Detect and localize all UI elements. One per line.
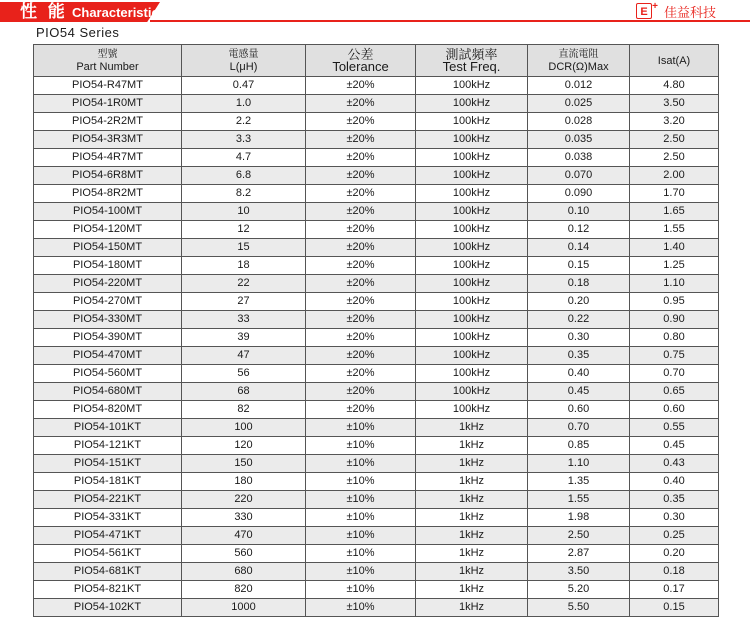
inductance-cell: 15 [182,239,306,257]
dcr-cell: 0.012 [528,77,630,95]
part-number-cell: PIO54-471KT [34,527,182,545]
isat-cell: 1.10 [630,275,719,293]
part-number-cell: PIO54-821KT [34,581,182,599]
inductance-cell: 68 [182,383,306,401]
table-row [34,581,719,599]
tolerance-cell: ±10% [306,437,416,455]
dcr-cell: 0.025 [528,95,630,113]
isat-cell: 0.30 [630,509,719,527]
test-freq-cell: 100kHz [416,167,528,185]
inductance-cell: 8.2 [182,185,306,203]
tolerance-cell: ±20% [306,293,416,311]
part-number-cell: PIO54-680MT [34,383,182,401]
table-row [34,563,719,581]
inductance-cell: 82 [182,401,306,419]
dcr-cell: 2.50 [528,527,630,545]
col-header-dcr: 直流電阻 DCR(Ω)Max [528,45,630,77]
part-number-cell: PIO54-8R2MT [34,185,182,203]
brand-logo-icon: E + [636,3,652,19]
table-row [34,149,719,167]
isat-cell: 0.70 [630,365,719,383]
test-freq-cell: 100kHz [416,239,528,257]
part-number-cell: PIO54-102KT [34,599,182,617]
tolerance-cell: ±20% [306,365,416,383]
isat-cell: 1.25 [630,257,719,275]
table-row [34,311,719,329]
part-number-cell: PIO54-561KT [34,545,182,563]
table-row [34,185,719,203]
tolerance-cell: ±20% [306,203,416,221]
part-number-cell: PIO54-220MT [34,275,182,293]
table-row [34,329,719,347]
tolerance-cell: ±10% [306,599,416,617]
dcr-cell: 0.20 [528,293,630,311]
tolerance-cell: ±20% [306,239,416,257]
test-freq-cell: 100kHz [416,329,528,347]
table-row [34,203,719,221]
test-freq-cell: 100kHz [416,113,528,131]
test-freq-cell: 1kHz [416,509,528,527]
part-number-cell: PIO54-180MT [34,257,182,275]
table-header-row [34,45,719,77]
inductance-cell: 220 [182,491,306,509]
test-freq-cell: 100kHz [416,311,528,329]
isat-cell: 0.18 [630,563,719,581]
table-row [34,437,719,455]
col-header-part-number: 型號 Part Number [34,45,182,77]
part-number-cell: PIO54-3R3MT [34,131,182,149]
isat-cell: 0.20 [630,545,719,563]
test-freq-cell: 100kHz [416,365,528,383]
table-row [34,347,719,365]
part-number-cell: PIO54-560MT [34,365,182,383]
isat-cell: 4.80 [630,77,719,95]
isat-cell: 1.40 [630,239,719,257]
table-row [34,293,719,311]
inductance-cell: 27 [182,293,306,311]
tolerance-cell: ±20% [306,95,416,113]
isat-cell: 0.15 [630,599,719,617]
table-row [34,545,719,563]
test-freq-cell: 1kHz [416,491,528,509]
test-freq-cell: 100kHz [416,347,528,365]
dcr-cell: 0.090 [528,185,630,203]
inductance-cell: 1.0 [182,95,306,113]
spec-table-body [34,77,719,617]
dcr-cell: 0.30 [528,329,630,347]
table-row [34,599,719,617]
part-number-cell: PIO54-390MT [34,329,182,347]
dcr-cell: 0.40 [528,365,630,383]
isat-cell: 0.43 [630,455,719,473]
dcr-cell: 1.10 [528,455,630,473]
test-freq-cell: 1kHz [416,599,528,617]
dcr-cell: 5.50 [528,599,630,617]
table-row [34,95,719,113]
dcr-cell: 0.10 [528,203,630,221]
inductance-cell: 2.2 [182,113,306,131]
test-freq-cell: 100kHz [416,203,528,221]
series-label: PIO54 Series [36,25,120,40]
dcr-cell: 3.50 [528,563,630,581]
part-number-cell: PIO54-221KT [34,491,182,509]
dcr-cell: 1.55 [528,491,630,509]
isat-cell: 0.90 [630,311,719,329]
test-freq-cell: 100kHz [416,77,528,95]
tolerance-cell: ±10% [306,419,416,437]
table-row [34,473,719,491]
dcr-cell: 0.60 [528,401,630,419]
inductance-cell: 560 [182,545,306,563]
test-freq-cell: 100kHz [416,257,528,275]
dcr-cell: 0.15 [528,257,630,275]
table-row [34,77,719,95]
isat-cell: 0.65 [630,383,719,401]
inductance-cell: 18 [182,257,306,275]
inductance-cell: 0.47 [182,77,306,95]
part-number-cell: PIO54-120MT [34,221,182,239]
isat-cell: 0.25 [630,527,719,545]
test-freq-cell: 100kHz [416,401,528,419]
tolerance-cell: ±10% [306,455,416,473]
part-number-cell: PIO54-820MT [34,401,182,419]
isat-cell: 0.55 [630,419,719,437]
tolerance-cell: ±20% [306,275,416,293]
tolerance-cell: ±10% [306,563,416,581]
col-header-inductance: 電感量 L(μH) [182,45,306,77]
table-row [34,257,719,275]
part-number-cell: PIO54-330MT [34,311,182,329]
dcr-cell: 0.035 [528,131,630,149]
dcr-cell: 0.22 [528,311,630,329]
inductance-cell: 100 [182,419,306,437]
col-header-tolerance: 公差 Tolerance [306,45,416,77]
spec-table [33,44,719,617]
test-freq-cell: 100kHz [416,383,528,401]
isat-cell: 2.50 [630,131,719,149]
table-row [34,419,719,437]
inductance-cell: 150 [182,455,306,473]
col-header-isat: Isat(A) [630,45,719,77]
tolerance-cell: ±20% [306,167,416,185]
banner-title-cn: 性 能 [20,2,68,21]
isat-cell: 0.80 [630,329,719,347]
test-freq-cell: 100kHz [416,149,528,167]
brand [636,1,716,21]
part-number-cell: PIO54-1R0MT [34,95,182,113]
part-number-cell: PIO54-150MT [34,239,182,257]
test-freq-cell: 1kHz [416,437,528,455]
dcr-cell: 0.038 [528,149,630,167]
inductance-cell: 470 [182,527,306,545]
isat-cell: 3.50 [630,95,719,113]
dcr-cell: 1.35 [528,473,630,491]
isat-cell: 0.45 [630,437,719,455]
test-freq-cell: 100kHz [416,185,528,203]
test-freq-cell: 100kHz [416,275,528,293]
part-number-cell: PIO54-4R7MT [34,149,182,167]
tolerance-cell: ±20% [306,329,416,347]
isat-cell: 2.00 [630,167,719,185]
test-freq-cell: 1kHz [416,563,528,581]
characteristics-banner [0,0,750,24]
part-number-cell: PIO54-2R2MT [34,113,182,131]
part-number-cell: PIO54-R47MT [34,77,182,95]
part-number-cell: PIO54-331KT [34,509,182,527]
isat-cell: 0.40 [630,473,719,491]
tolerance-cell: ±20% [306,149,416,167]
tolerance-cell: ±20% [306,131,416,149]
tolerance-cell: ±10% [306,491,416,509]
inductance-cell: 180 [182,473,306,491]
tolerance-cell: ±20% [306,77,416,95]
table-row [34,383,719,401]
inductance-cell: 22 [182,275,306,293]
part-number-cell: PIO54-101KT [34,419,182,437]
dcr-cell: 0.70 [528,419,630,437]
test-freq-cell: 1kHz [416,545,528,563]
tolerance-cell: ±10% [306,473,416,491]
tolerance-cell: ±20% [306,311,416,329]
test-freq-cell: 100kHz [416,293,528,311]
table-row [34,167,719,185]
dcr-cell: 0.45 [528,383,630,401]
dcr-cell: 0.028 [528,113,630,131]
dcr-cell: 0.35 [528,347,630,365]
part-number-cell: PIO54-100MT [34,203,182,221]
inductance-cell: 10 [182,203,306,221]
isat-cell: 0.17 [630,581,719,599]
banner-title-en: Characteristics [72,5,166,20]
tolerance-cell: ±20% [306,113,416,131]
isat-cell: 0.95 [630,293,719,311]
test-freq-cell: 1kHz [416,419,528,437]
inductance-cell: 330 [182,509,306,527]
table-row [34,365,719,383]
isat-cell: 2.50 [630,149,719,167]
dcr-cell: 0.18 [528,275,630,293]
dcr-cell: 2.87 [528,545,630,563]
part-number-cell: PIO54-681KT [34,563,182,581]
test-freq-cell: 100kHz [416,131,528,149]
isat-cell: 0.75 [630,347,719,365]
isat-cell: 0.35 [630,491,719,509]
inductance-cell: 6.8 [182,167,306,185]
inductance-cell: 820 [182,581,306,599]
tolerance-cell: ±10% [306,545,416,563]
col-header-test-freq: 測試頻率 Test Freq. [416,45,528,77]
isat-cell: 3.20 [630,113,719,131]
table-row [34,455,719,473]
part-number-cell: PIO54-6R8MT [34,167,182,185]
dcr-cell: 1.98 [528,509,630,527]
inductance-cell: 680 [182,563,306,581]
dcr-cell: 5.20 [528,581,630,599]
test-freq-cell: 1kHz [416,527,528,545]
inductance-cell: 47 [182,347,306,365]
inductance-cell: 120 [182,437,306,455]
inductance-cell: 12 [182,221,306,239]
isat-cell: 1.65 [630,203,719,221]
table-row [34,239,719,257]
test-freq-cell: 100kHz [416,95,528,113]
part-number-cell: PIO54-121KT [34,437,182,455]
tolerance-cell: ±10% [306,581,416,599]
inductance-cell: 1000 [182,599,306,617]
test-freq-cell: 1kHz [416,473,528,491]
tolerance-cell: ±20% [306,221,416,239]
brand-name: 佳益科技 [664,5,717,21]
inductance-cell: 4.7 [182,149,306,167]
tolerance-cell: ±20% [306,401,416,419]
table-row [34,527,719,545]
dcr-cell: 0.85 [528,437,630,455]
dcr-cell: 0.14 [528,239,630,257]
test-freq-cell: 1kHz [416,581,528,599]
tolerance-cell: ±20% [306,257,416,275]
isat-cell: 1.70 [630,185,719,203]
table-row [34,401,719,419]
part-number-cell: PIO54-470MT [34,347,182,365]
tolerance-cell: ±20% [306,347,416,365]
table-row [34,131,719,149]
inductance-cell: 33 [182,311,306,329]
table-row [34,221,719,239]
test-freq-cell: 1kHz [416,455,528,473]
table-row [34,113,719,131]
isat-cell: 0.60 [630,401,719,419]
part-number-cell: PIO54-151KT [34,455,182,473]
inductance-cell: 3.3 [182,131,306,149]
table-row [34,491,719,509]
table-row [34,509,719,527]
tolerance-cell: ±10% [306,509,416,527]
dcr-cell: 0.070 [528,167,630,185]
isat-cell: 1.55 [630,221,719,239]
part-number-cell: PIO54-181KT [34,473,182,491]
tolerance-cell: ±20% [306,185,416,203]
dcr-cell: 0.12 [528,221,630,239]
tolerance-cell: ±20% [306,383,416,401]
inductance-cell: 39 [182,329,306,347]
inductance-cell: 56 [182,365,306,383]
part-number-cell: PIO54-270MT [34,293,182,311]
tolerance-cell: ±10% [306,527,416,545]
table-row [34,275,719,293]
test-freq-cell: 100kHz [416,221,528,239]
